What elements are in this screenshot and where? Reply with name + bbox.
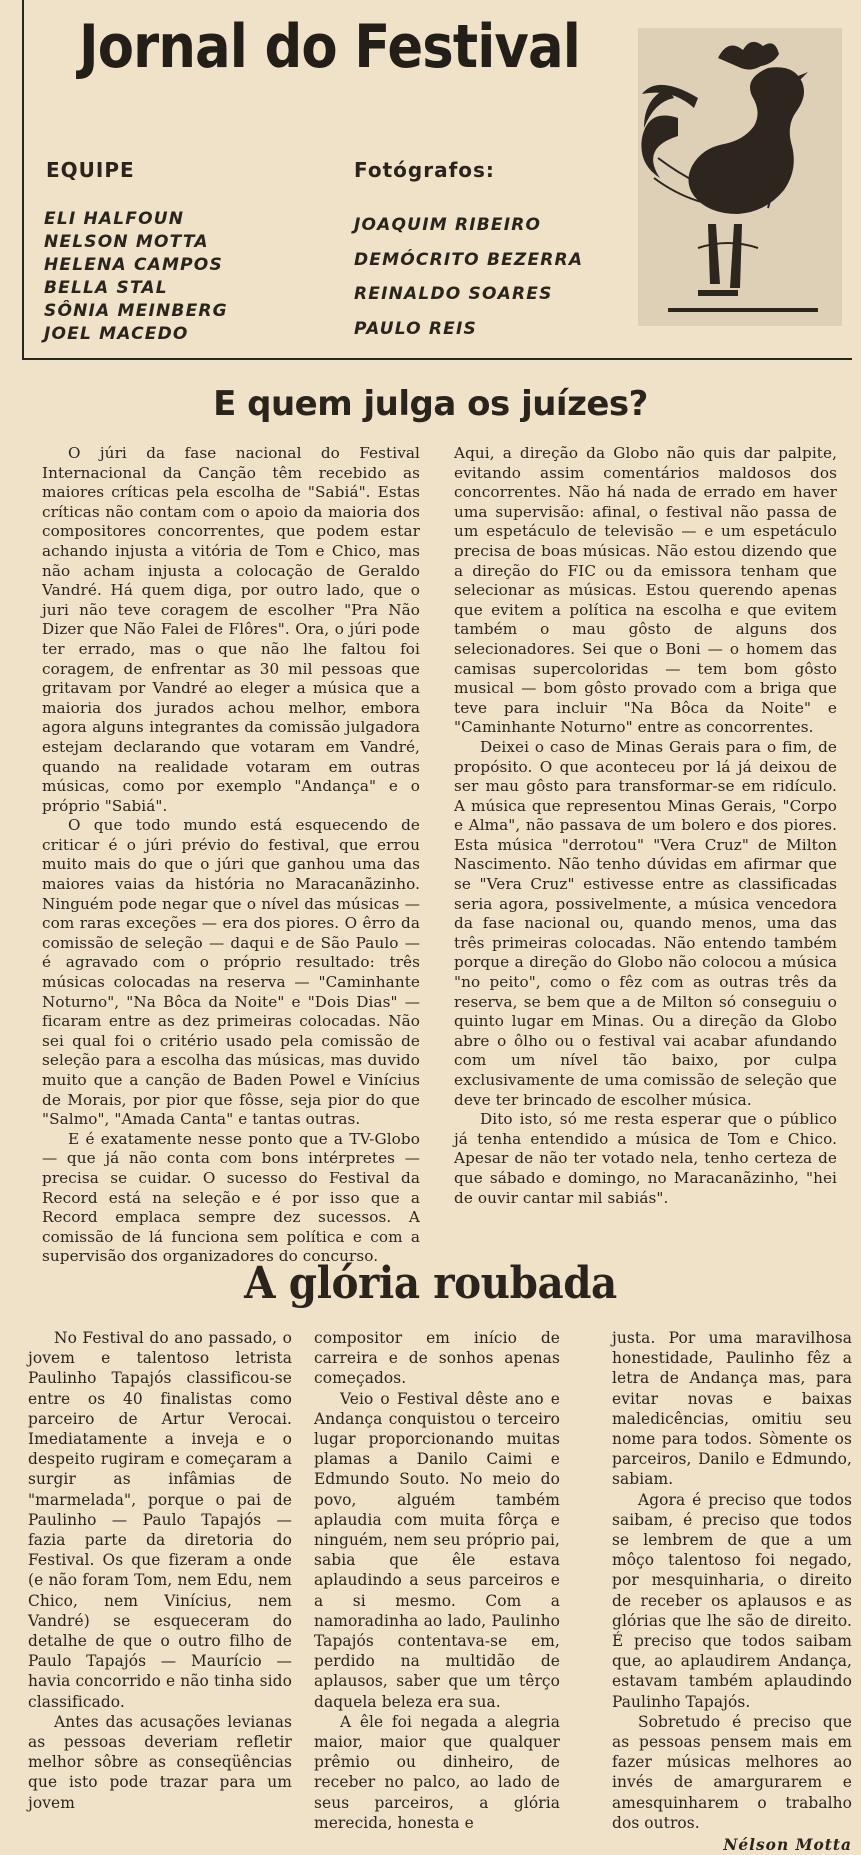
team-member: NELSON MOTTA bbox=[44, 232, 209, 252]
paragraph: A êle foi negada a alegria maior, maior que qualquer prêmio ou dinheiro, de receber no palco, ao lado de seus parceiros, a glória merecida, honesta e bbox=[314, 1712, 560, 1832]
paragraph: Veio o Festival dêste ano e Andança conquistou o terceiro lugar proporcionando muitas plamas a Danilo Caimi e Edmundo Souto. No meio do povo, alguém também aplaudia com muita fôrça e ninguém, nem seu próprio pai, sabia que êle estava aplaudindo a seus parceiros e a si mesmo. Com a namoradinha ao lado, Paulinho Tapajós contentava-se em, perdido na multidão de aplausos, saber que um têrço daquela beleza era sua. bbox=[314, 1389, 560, 1711]
paragraph: E é exatamente nesse ponto que a TV-Globo — que já não conta com bons intérpretes — precisa se cuidar. O sucesso do Festival da Record está na seleção e é por isso que a Record emplaca sempre dez sucessos. A comissão de lá funciona sem política e com a supervisão dos organizadores do concurso. bbox=[42, 1129, 420, 1266]
paragraph: Agora é preciso que todos saibam, é preciso que todos se lembrem de que a um môço talentoso foi negado, por mesquinharia, o direito de receber os aplausos e as glórias que lhe são de direito. É preciso que todos saibam que, ao aplaudirem Andança, estavam também aplaudindo Paulinho Tapajós. bbox=[612, 1490, 852, 1711]
team-list bbox=[44, 208, 228, 346]
photographers-list bbox=[354, 208, 583, 346]
article1-headline: E quem julga os juízes? bbox=[213, 384, 648, 424]
article2-column-1 bbox=[28, 1328, 292, 1813]
photographers-label: Fotógrafos: bbox=[354, 158, 495, 182]
article2-headline: A glória roubada bbox=[244, 1258, 617, 1309]
team-label: EQUIPE bbox=[46, 158, 135, 182]
photographer: JOAQUIM RIBEIRO bbox=[354, 215, 542, 235]
team-member: SÔNIA MEINBERG bbox=[44, 301, 228, 321]
paragraph: O que todo mundo está esquecendo de criticar é o júri prévio do festival, que errou muito mais do que o júri que ganhou uma das maiores vaias da história no Maracanãzinho. Ninguém pode negar que o nível das músicas — com raras exceções — era dos piores. O êrro da comissão de seleção — daqui e de São Paulo — é agravado com o próprio resultado: três músicas colocadas na reserva — "Caminhante Noturno", "Na Bôca da Noite" e "Dois Dias" — ficaram entre as dez primeiras colocadas. Não sei qual foi o critério usado pela comissão de seleção para a escolha das músicas, mas duvido muito que a canção de Baden Powel e Vinícius de Morais, por pior que fôsse, seja pior do que "Salmo", "Amada Canta" e tantas outras. bbox=[42, 816, 420, 1129]
team-member: ELI HALFOUN bbox=[44, 209, 185, 229]
team-member: JOEL MACEDO bbox=[44, 324, 189, 344]
article1-column-1 bbox=[42, 444, 420, 1267]
article2-column-2 bbox=[314, 1328, 560, 1833]
paragraph: Aqui, a direção da Globo não quis dar palpite, evitando assim comentários maldosos dos concorrentes. Não há nada de errado em haver uma supervisão: afinal, o festival não passa de um espetáculo de televisão — e um espetáculo precisa de boas músicas. Não estou dizendo que a direção do FIC ou da emissora tenham que selecionar as músicas. Estou querendo apenas que evitem a política na escolha e que evitem também o mau gôsto de alguns dos selecionadores. Sei que o Boni — o homem das camisas supercoloridas — tem bom gôsto musical — bom gôsto provado com a briga que teve para incluir "Na Bôca da Noite" e "Caminhante Noturno" entre as concorrentes. bbox=[454, 444, 837, 737]
team-member: HELENA CAMPOS bbox=[44, 255, 223, 275]
masthead-title: Jornal do Festival bbox=[79, 12, 580, 82]
paragraph: Dito isto, só me resta esperar que o público já tenha entendido a música de Tom e Chico. Apesar de não ter votado nela, tenho certeza de que sábado e domingo, no Maracanãzinho, "hei de ouvir cantar mil sabiás". bbox=[454, 1110, 837, 1207]
paragraph: compositor em início de carreira e de sonhos apenas começados. bbox=[314, 1329, 560, 1388]
paragraph: O júri da fase nacional do Festival Internacional da Canção têm recebido as maiores críticas pela escolha de "Sabiá". Estas críticas não contam com o apoio da maioria dos compositores concorrentes, que podem estar achando injusta a vitória de Tom e Chico, mas não acham injusta a colocação de Geraldo Vandré. Há quem diga, por outro lado, que o juri não teve coragem de escolher "Pra Não Dizer que Não Falei de Flôres". Ora, o júri pode ter errado, mas o que não lhe faltou foi coragem, de enfrentar as 30 mil pessoas que gritavam por Vandré ao eleger a música que a maioria dos jurados achou melhor, embora agora alguns integrantes da comissão julgadora estejam declarando que votaram em Vandré, quando na realidade votaram em outras músicas, como por exemplo "Andança" e o próprio "Sabiá". bbox=[42, 444, 420, 815]
masthead bbox=[22, 0, 852, 360]
paragraph: No Festival do ano passado, o jovem e talentoso letrista Paulinho Tapajós classificou-se entre os 40 finalistas como parceiro de Artur Verocai. Imediatamente a inveja e o despeito rugiram e começaram a surgir as infâmias de "marmelada", porque o pai de Paulinho — Paulo Tapajós — fazia parte da diretoria do Festival. Os que fizeram a onde (e não foram Tom, nem Edu, nem Chico, nem Vinícius, nem Vandré) se esqueceram do detalhe de que o outro filho de Paulo Tapajós — Maurício — havia concorrido e não tinha sido classificado. bbox=[28, 1329, 292, 1711]
paragraph: justa. Por uma maravilhosa honestidade, Paulinho fêz a letra de Andança mas, para evitar novas e baixas maledicências, omitiu seu nome para todos. Sòmente os parceiros, Danilo e Edmundo, sabiam. bbox=[612, 1329, 852, 1489]
paragraph: Sobretudo é preciso que as pessoas pensem mais em fazer músicas melhores ao invés de amargurarem e amesquinharem o trabalho dos outros. bbox=[612, 1712, 852, 1832]
paragraph: Antes das acusações levianas as pessoas deveriam refletir melhor sôbre as conseqüências que isto pode trazar para um jovem bbox=[28, 1712, 292, 1812]
photographer: DEMÓCRITO BEZERRA bbox=[354, 249, 584, 270]
photographer: REINALDO SOARES bbox=[354, 284, 553, 304]
team-member: BELLA STAL bbox=[44, 278, 168, 298]
paragraph: Deixei o caso de Minas Gerais para o fim, de propósito. O que aconteceu por lá já deixou de ser mau gôsto para transformar-se em ridículo. A música que representou Minas Gerais, "Corpo e Alma", não passava de um bolero e dos piores. Esta música "derrotou" "Vera Cruz" de Milton Nascimento. Não tenho dúvidas em afirmar que se "Vera Cruz" estivesse entre as classificadas seria agora, possivelmente, a música vencedora da fase nacional ou, quando menos, uma das três primeiras colocadas. Não entendo também porque a direção do Globo não colocou a música "no peito", como o fêz com as outras três da reserva, se bem que a de Milton só conseguiu o quinto lugar em Minas. Ou a direção da Globo abre o ôlho ou o festival vai acabar afundando com um nível tão baixo, por culpa exclusivamente de uma comissão de seleção que deve ter brincado de escolher música. bbox=[454, 737, 837, 1109]
article1-column-2 bbox=[454, 444, 837, 1208]
photographer: PAULO REIS bbox=[354, 318, 477, 339]
article2-column-3 bbox=[612, 1328, 852, 1855]
rooster-icon bbox=[638, 28, 842, 326]
byline: Nélson Motta bbox=[723, 1836, 852, 1855]
